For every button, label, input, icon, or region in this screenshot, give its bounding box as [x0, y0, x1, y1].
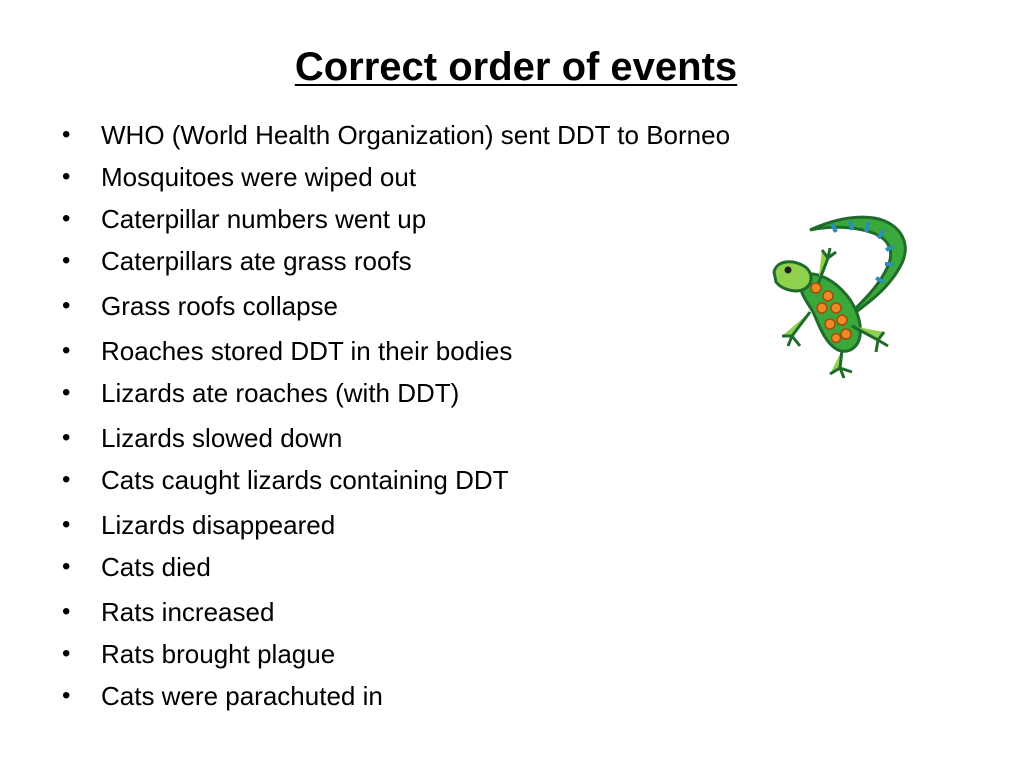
- list-item-text: Mosquitoes were wiped out: [101, 162, 417, 192]
- list-item: [60, 244, 880, 278]
- bullet-marker: •: [62, 424, 71, 451]
- list-item-text: Grass roofs collapse: [101, 291, 338, 321]
- lizard-icon: [770, 208, 936, 380]
- bullet-marker: •: [62, 163, 71, 190]
- list-item: [60, 376, 880, 410]
- list-item-text: WHO (World Health Organization) sent DDT to Borneo: [101, 120, 731, 150]
- list-item: [60, 508, 880, 542]
- bullet-marker: •: [62, 292, 71, 319]
- list-item-text: Lizards slowed down: [101, 423, 343, 453]
- list-item-text: Lizards ate roaches (with DDT): [101, 378, 460, 408]
- list-item-text: Cats caught lizards containing DDT: [101, 465, 509, 495]
- list-item-text: Rats brought plague: [101, 639, 336, 669]
- list-item: [60, 595, 880, 629]
- bullet-marker: •: [62, 682, 71, 709]
- list-item-text: Lizards disappeared: [101, 510, 336, 540]
- list-item: [60, 202, 880, 236]
- list-item: [60, 637, 880, 671]
- list-item: [60, 463, 880, 497]
- list-item-text: Cats died: [101, 552, 211, 582]
- list-item-text: Roaches stored DDT in their bodies: [101, 336, 513, 366]
- list-item-text: Rats increased: [101, 597, 275, 627]
- list-item-text: Cats were parachuted in: [101, 681, 383, 711]
- list-item: [60, 550, 880, 584]
- list-item-text: Caterpillar numbers went up: [101, 204, 427, 234]
- bullet-marker: •: [62, 247, 71, 274]
- bullet-marker: •: [62, 121, 71, 148]
- bullet-marker: •: [62, 598, 71, 625]
- list-item: [60, 118, 880, 152]
- list-item: [60, 421, 880, 455]
- list-item-text: Caterpillars ate grass roofs: [101, 246, 412, 276]
- slide-title: Correct order of events: [294, 45, 738, 89]
- lizard-head: [774, 262, 811, 291]
- list-item: [60, 334, 880, 368]
- list-item: [60, 289, 880, 323]
- bullet-marker: •: [62, 379, 71, 406]
- bullet-marker: •: [62, 640, 71, 667]
- bullet-list: [60, 118, 880, 713]
- list-item: [60, 679, 880, 713]
- bullet-marker: •: [62, 337, 71, 364]
- bullet-marker: •: [62, 466, 71, 493]
- lizard-eye: [785, 267, 792, 274]
- bullet-marker: •: [62, 553, 71, 580]
- bullet-marker: •: [62, 205, 71, 232]
- bullet-marker: •: [62, 511, 71, 538]
- list-item: [60, 160, 880, 194]
